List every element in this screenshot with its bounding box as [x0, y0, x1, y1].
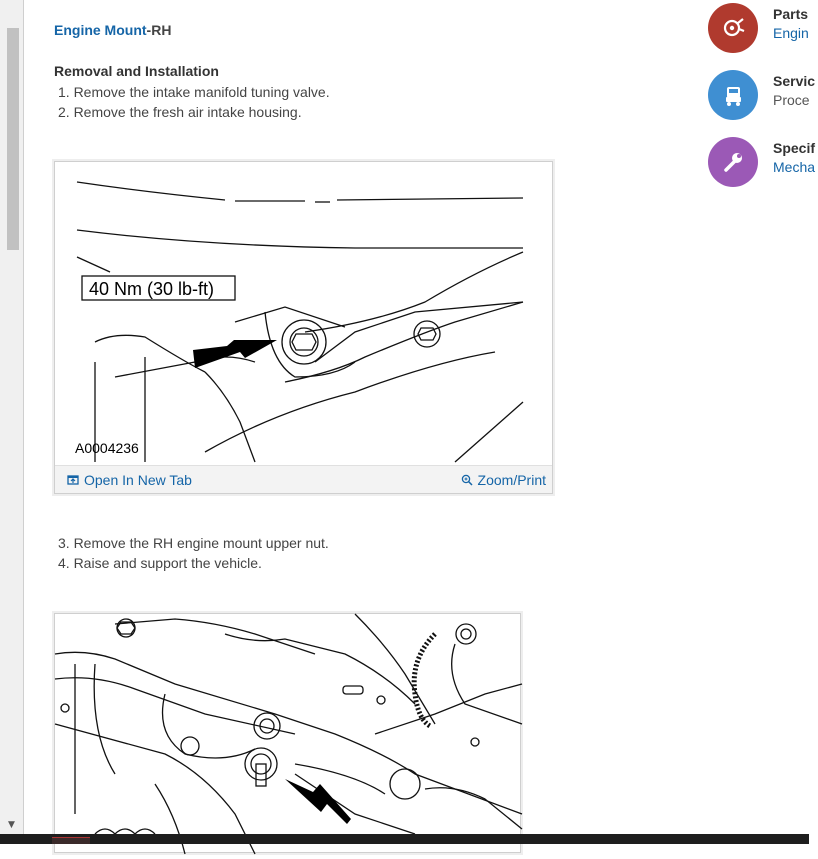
scroll-down-arrow-icon[interactable]: ▼	[8, 820, 15, 830]
sidebar-item-specifications[interactable]	[708, 137, 818, 187]
figure-2	[54, 613, 521, 853]
sidebar-item-service[interactable]	[708, 70, 818, 120]
sidebar-item-title: Specif	[773, 140, 816, 156]
sidebar-item-link[interactable]: Mecha	[773, 159, 816, 175]
engine-mount-diagram-2	[55, 614, 522, 854]
parts-icon	[708, 3, 758, 53]
service-vehicle-icon	[708, 70, 758, 120]
zoom-magnifier-icon	[461, 474, 473, 486]
open-in-new-tab-label: Open In New Tab	[84, 472, 192, 488]
step-2: 2. Remove the fresh air intake housing.	[58, 104, 302, 120]
figure-1	[54, 161, 553, 494]
open-new-tab-icon	[67, 474, 79, 486]
left-scrollbar[interactable]	[0, 0, 24, 844]
wrench-icon	[708, 137, 758, 187]
taskbar	[0, 834, 809, 844]
sidebar-item-link[interactable]: Engin	[773, 25, 809, 41]
engine-mount-link[interactable]: Engine Mount	[54, 22, 147, 38]
zoom-print-link[interactable]	[461, 472, 546, 488]
engine-mount-diagram-1	[55, 162, 554, 467]
step-1: 1. Remove the intake manifold tuning valve.	[58, 84, 330, 100]
figure-toolbar	[55, 465, 552, 493]
sidebar-item-title: Servic	[773, 73, 816, 89]
page-title	[54, 22, 171, 38]
pointer-arrow-2	[285, 779, 351, 824]
step-3: 3. Remove the RH engine mount upper nut.	[58, 535, 329, 551]
taskbar-tab[interactable]	[52, 837, 90, 844]
open-in-new-tab-link[interactable]	[67, 472, 192, 488]
torque-label: 40 Nm (30 lb-ft)	[89, 279, 215, 299]
sidebar-item-subtitle: Proce	[773, 92, 810, 108]
zoom-print-label: Zoom/Print	[477, 472, 546, 488]
figure-id: A0004236	[75, 440, 139, 456]
section-heading: Removal and Installation	[54, 63, 219, 79]
step-4: 4. Raise and support the vehicle.	[58, 555, 262, 571]
title-suffix: -RH	[146, 22, 172, 38]
sidebar-item-title: Parts	[773, 6, 809, 22]
pointer-arrow-1	[193, 340, 277, 368]
sidebar-item-parts[interactable]	[708, 3, 818, 53]
scrollbar-thumb[interactable]	[7, 28, 19, 250]
